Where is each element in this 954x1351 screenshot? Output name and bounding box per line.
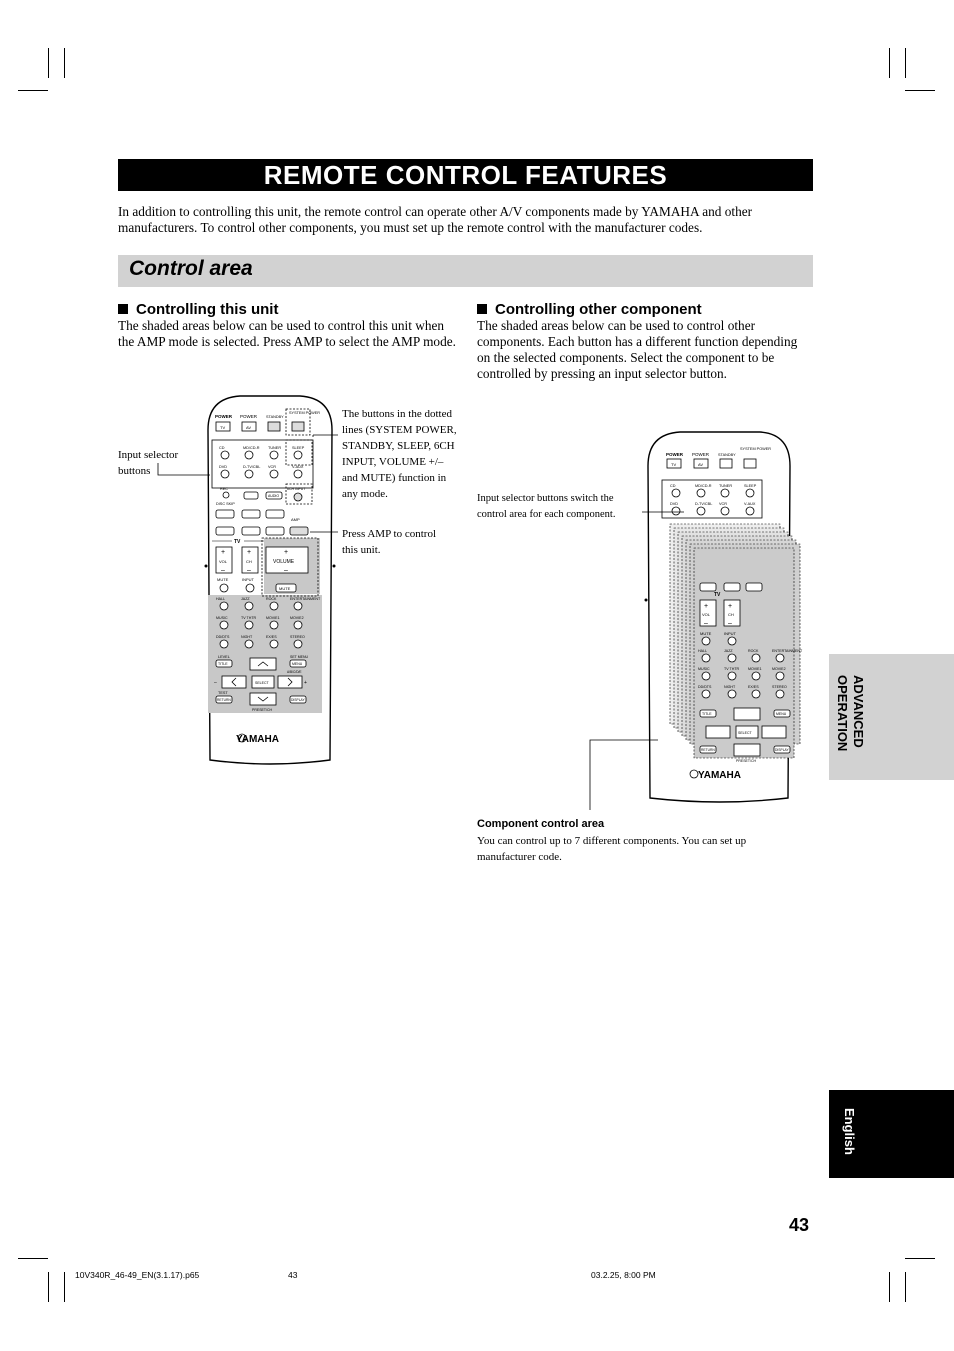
sound-field-button[interactable] [752,690,760,698]
sound-field-label: TV THTR [241,616,257,620]
input-selector-button[interactable] [697,507,705,515]
svg-text:SELECT: SELECT [255,681,269,685]
label-power: POWER [215,414,233,419]
svg-text:POWER: POWER [240,414,258,419]
input-selector-button[interactable] [721,489,729,497]
sound-field-button[interactable] [702,654,710,662]
sound-field-button[interactable] [220,602,228,610]
svg-text:SYSTEM POWER: SYSTEM POWER [740,447,772,451]
sound-field-label: ROCK [266,597,277,601]
crop-mark [905,48,906,78]
sound-field-label: NIGHT [724,685,736,689]
svg-text:–: – [704,620,708,627]
input-selector-label: DVD [670,502,679,506]
sound-field-button[interactable] [245,602,253,610]
sound-field-button[interactable] [220,621,228,629]
sound-field-button[interactable] [270,621,278,629]
svg-text:SELECT: SELECT [738,731,752,735]
crop-mark [889,1272,890,1302]
sound-field-label: NIGHT [241,635,253,639]
sound-field-button[interactable] [702,672,710,680]
svg-text:MUTE: MUTE [700,631,712,636]
left-leader-lines [150,395,350,565]
right-body: The shaded areas below can be used to control other components. Each button has a different function depending on the selected components. Select the component to be controlled by pressing an input selector button. [477,318,798,381]
crop-mark [889,48,890,78]
svg-text:+: + [284,549,289,556]
crop-mark [64,48,65,78]
sound-field-label: JAZZ [724,649,733,653]
svg-text:TEST: TEST [218,691,228,695]
crop-mark [18,1258,48,1259]
sound-field-button[interactable] [245,621,253,629]
sound-field-button[interactable] [294,621,302,629]
sound-field-button[interactable] [728,672,736,680]
svg-text:–: – [214,680,217,686]
svg-text:INPUT: INPUT [242,577,254,582]
input-selector-button[interactable] [746,489,754,497]
svg-text:INPUT: INPUT [724,631,736,636]
svg-text:TV: TV [220,425,226,430]
sound-field-button[interactable] [752,654,760,662]
sound-field-label: EX/ES [748,685,759,689]
input-selector-label: VCR [268,465,277,469]
crop-mark [905,1258,935,1259]
input-selector-button[interactable] [721,507,729,515]
caption-text: You can control up to 7 different components. You can set up manufacturer code. [477,835,747,863]
heading-controlling-this-unit: Controlling this unit [118,301,278,318]
svg-text:AV: AV [246,425,252,430]
svg-text:VOL: VOL [702,612,711,617]
sound-field-label: ROCK [748,649,759,653]
svg-text:STANDBY: STANDBY [718,453,736,457]
sound-field-label: DD/DTS [698,685,712,689]
sound-field-label: STEREO [772,685,787,689]
footer-page: 43 [288,1270,298,1280]
callout-input-selector-switch: Input selector buttons switch the control area for each component. [477,493,616,520]
section-title: Control area [129,257,253,280]
square-bullet-icon [118,304,128,314]
input-selector-label: MD/CD-R [243,446,260,450]
svg-text:SET MENU: SET MENU [290,655,309,659]
crop-mark [905,90,935,91]
sound-field-button[interactable] [776,672,784,680]
callout-dotted-buttons: The buttons in the dotted lines (SYSTEM POWER, STANDBY, SLEEP, 6CH INPUT, VOLUME +/– and MUTE) function in any mode. [342,408,457,500]
svg-text:6CH INPUT: 6CH INPUT [287,487,306,491]
tab-label-advanced: ADVANCED [851,675,866,748]
svg-text:DISC SKIP: DISC SKIP [216,502,235,506]
sound-field-button[interactable] [245,640,253,648]
svg-text:MENU: MENU [776,712,787,716]
svg-text:YAMAHA: YAMAHA [698,770,741,781]
sound-field-button[interactable] [294,640,302,648]
sound-field-label: MUSIC [216,616,228,620]
input-selector-label: TUNER [268,446,282,450]
svg-text:PRESET/CH: PRESET/CH [736,759,757,763]
input-selector-label: CD [670,484,676,488]
svg-text:SYSTEM POWER: SYSTEM POWER [289,411,321,415]
svg-text:PRESET/CH: PRESET/CH [252,708,273,712]
tab-label-operation: OPERATION [835,675,850,752]
svg-text:–: – [247,567,251,574]
input-selector-label: V-AUX [292,465,304,469]
svg-text:RETURN: RETURN [217,698,231,702]
crop-mark [905,1272,906,1302]
tab-label-english: English [842,1108,857,1155]
svg-text:TITLE: TITLE [702,712,712,716]
input-selector-label: MD/CD-R [695,484,712,488]
sound-field-label: MUSIC [698,667,710,671]
sound-field-button[interactable] [728,690,736,698]
input-selector-label: V-AUX [744,502,756,506]
svg-text:AV: AV [698,462,704,467]
svg-text:–: – [728,620,732,627]
svg-text:–: – [221,567,225,574]
sound-field-label: TV THTR [724,667,740,671]
svg-text:+: + [304,680,307,686]
sound-field-button[interactable] [294,602,302,610]
yamaha-logo: YAMAHA [236,734,279,745]
svg-text:TV: TV [714,592,721,598]
svg-text:+: + [728,603,733,610]
svg-text:DISPLAY: DISPLAY [775,748,789,752]
sound-field-label: DD/DTS [216,635,230,639]
sound-field-button[interactable] [728,654,736,662]
svg-text:VOLUME: VOLUME [273,559,295,565]
input-selector-label: SLEEP [292,446,305,450]
input-selector-label: DVD [219,465,228,469]
sound-field-button[interactable] [702,690,710,698]
sound-field-button[interactable] [220,640,228,648]
sound-field-label: MOVIE2 [772,667,786,671]
svg-text:+: + [704,603,709,610]
svg-text:A/B/C/D/E: A/B/C/D/E [287,670,302,674]
sound-field-label: MOVIE2 [290,616,304,620]
svg-text:TITLE: TITLE [218,662,228,666]
svg-text:STANDBY: STANDBY [266,415,284,419]
crop-mark [18,90,48,91]
page-number: 43 [789,1215,810,1235]
sound-field-button[interactable] [776,654,784,662]
left-body: The shaded areas below can be used to control this unit when the AMP mode is selected. Press AMP to select the AMP mode. [118,318,456,349]
sound-field-label: MOVIE1 [266,616,280,620]
svg-text:POWER: POWER [692,452,710,457]
sound-field-label: JAZZ [241,597,250,601]
section-bar [118,255,813,287]
caption-title: Component control area [477,818,605,830]
svg-text:TV: TV [234,539,241,545]
callout-press-amp: Press AMP to control this unit. [342,528,437,556]
intro-paragraph: In addition to controlling this unit, the remote control can operate other A/V components made by YAMAHA and other manufacturers. To control other components, you must set up the remote control with the manufacturer codes. [118,204,753,235]
svg-text:RETURN: RETURN [701,748,715,752]
svg-text:+: + [221,549,226,556]
crop-mark [48,1272,49,1302]
sound-field-button[interactable] [270,602,278,610]
callout-input-selector: Input selector buttons [118,449,179,477]
svg-text:DISPLAY: DISPLAY [291,698,305,702]
sound-field-label: EX/ES [266,635,277,639]
footer-date: 03.2.25, 8:00 PM [591,1270,656,1280]
sound-field-label: ENTERTAINMENT [290,597,321,601]
input-selector-label: SLEEP [744,484,757,488]
sound-field-button[interactable] [270,640,278,648]
svg-text:–: – [284,567,288,574]
svg-text:LEVEL: LEVEL [218,655,230,659]
svg-text:MUTE: MUTE [217,577,229,582]
crop-mark [64,1272,65,1302]
sound-field-label: HALL [698,649,707,653]
footer-file: 10V340R_46-49_EN(3.1.17).p65 [75,1270,200,1280]
sound-field-label: MOVIE1 [748,667,762,671]
page-title: REMOTE CONTROL FEATURES [118,159,813,191]
svg-text:MENU: MENU [292,662,303,666]
svg-text:VOL: VOL [219,559,228,564]
input-selector-button[interactable] [746,507,754,515]
heading-controlling-other-component: Controlling other component [477,301,702,318]
square-bullet-icon [477,304,487,314]
input-selector-label: VCR [719,502,728,506]
sound-field-button[interactable] [776,690,784,698]
svg-text:AMP: AMP [291,517,300,522]
sound-field-button[interactable] [752,672,760,680]
sound-field-label: STEREO [290,635,305,639]
input-selector-label: D-TV/CBL [243,465,261,469]
input-selector-button[interactable] [697,489,705,497]
sound-field-label: ENTERTAINMENT [772,649,803,653]
svg-text:AUDIO: AUDIO [268,494,280,498]
right-leader-lines [580,480,690,820]
svg-text:REC: REC [220,487,229,491]
svg-text:+: + [247,549,252,556]
svg-text:CH: CH [728,612,734,617]
svg-text:TV: TV [671,462,677,467]
input-selector-label: D-TV/CBL [695,502,713,506]
input-selector-label: TUNER [719,484,733,488]
svg-text:CH: CH [246,559,252,564]
input-selector-label: CD [219,446,225,450]
crop-mark [48,48,49,78]
sound-field-label: HALL [216,597,225,601]
svg-text:MUTE: MUTE [279,586,291,591]
svg-text:POWER: POWER [666,452,684,457]
